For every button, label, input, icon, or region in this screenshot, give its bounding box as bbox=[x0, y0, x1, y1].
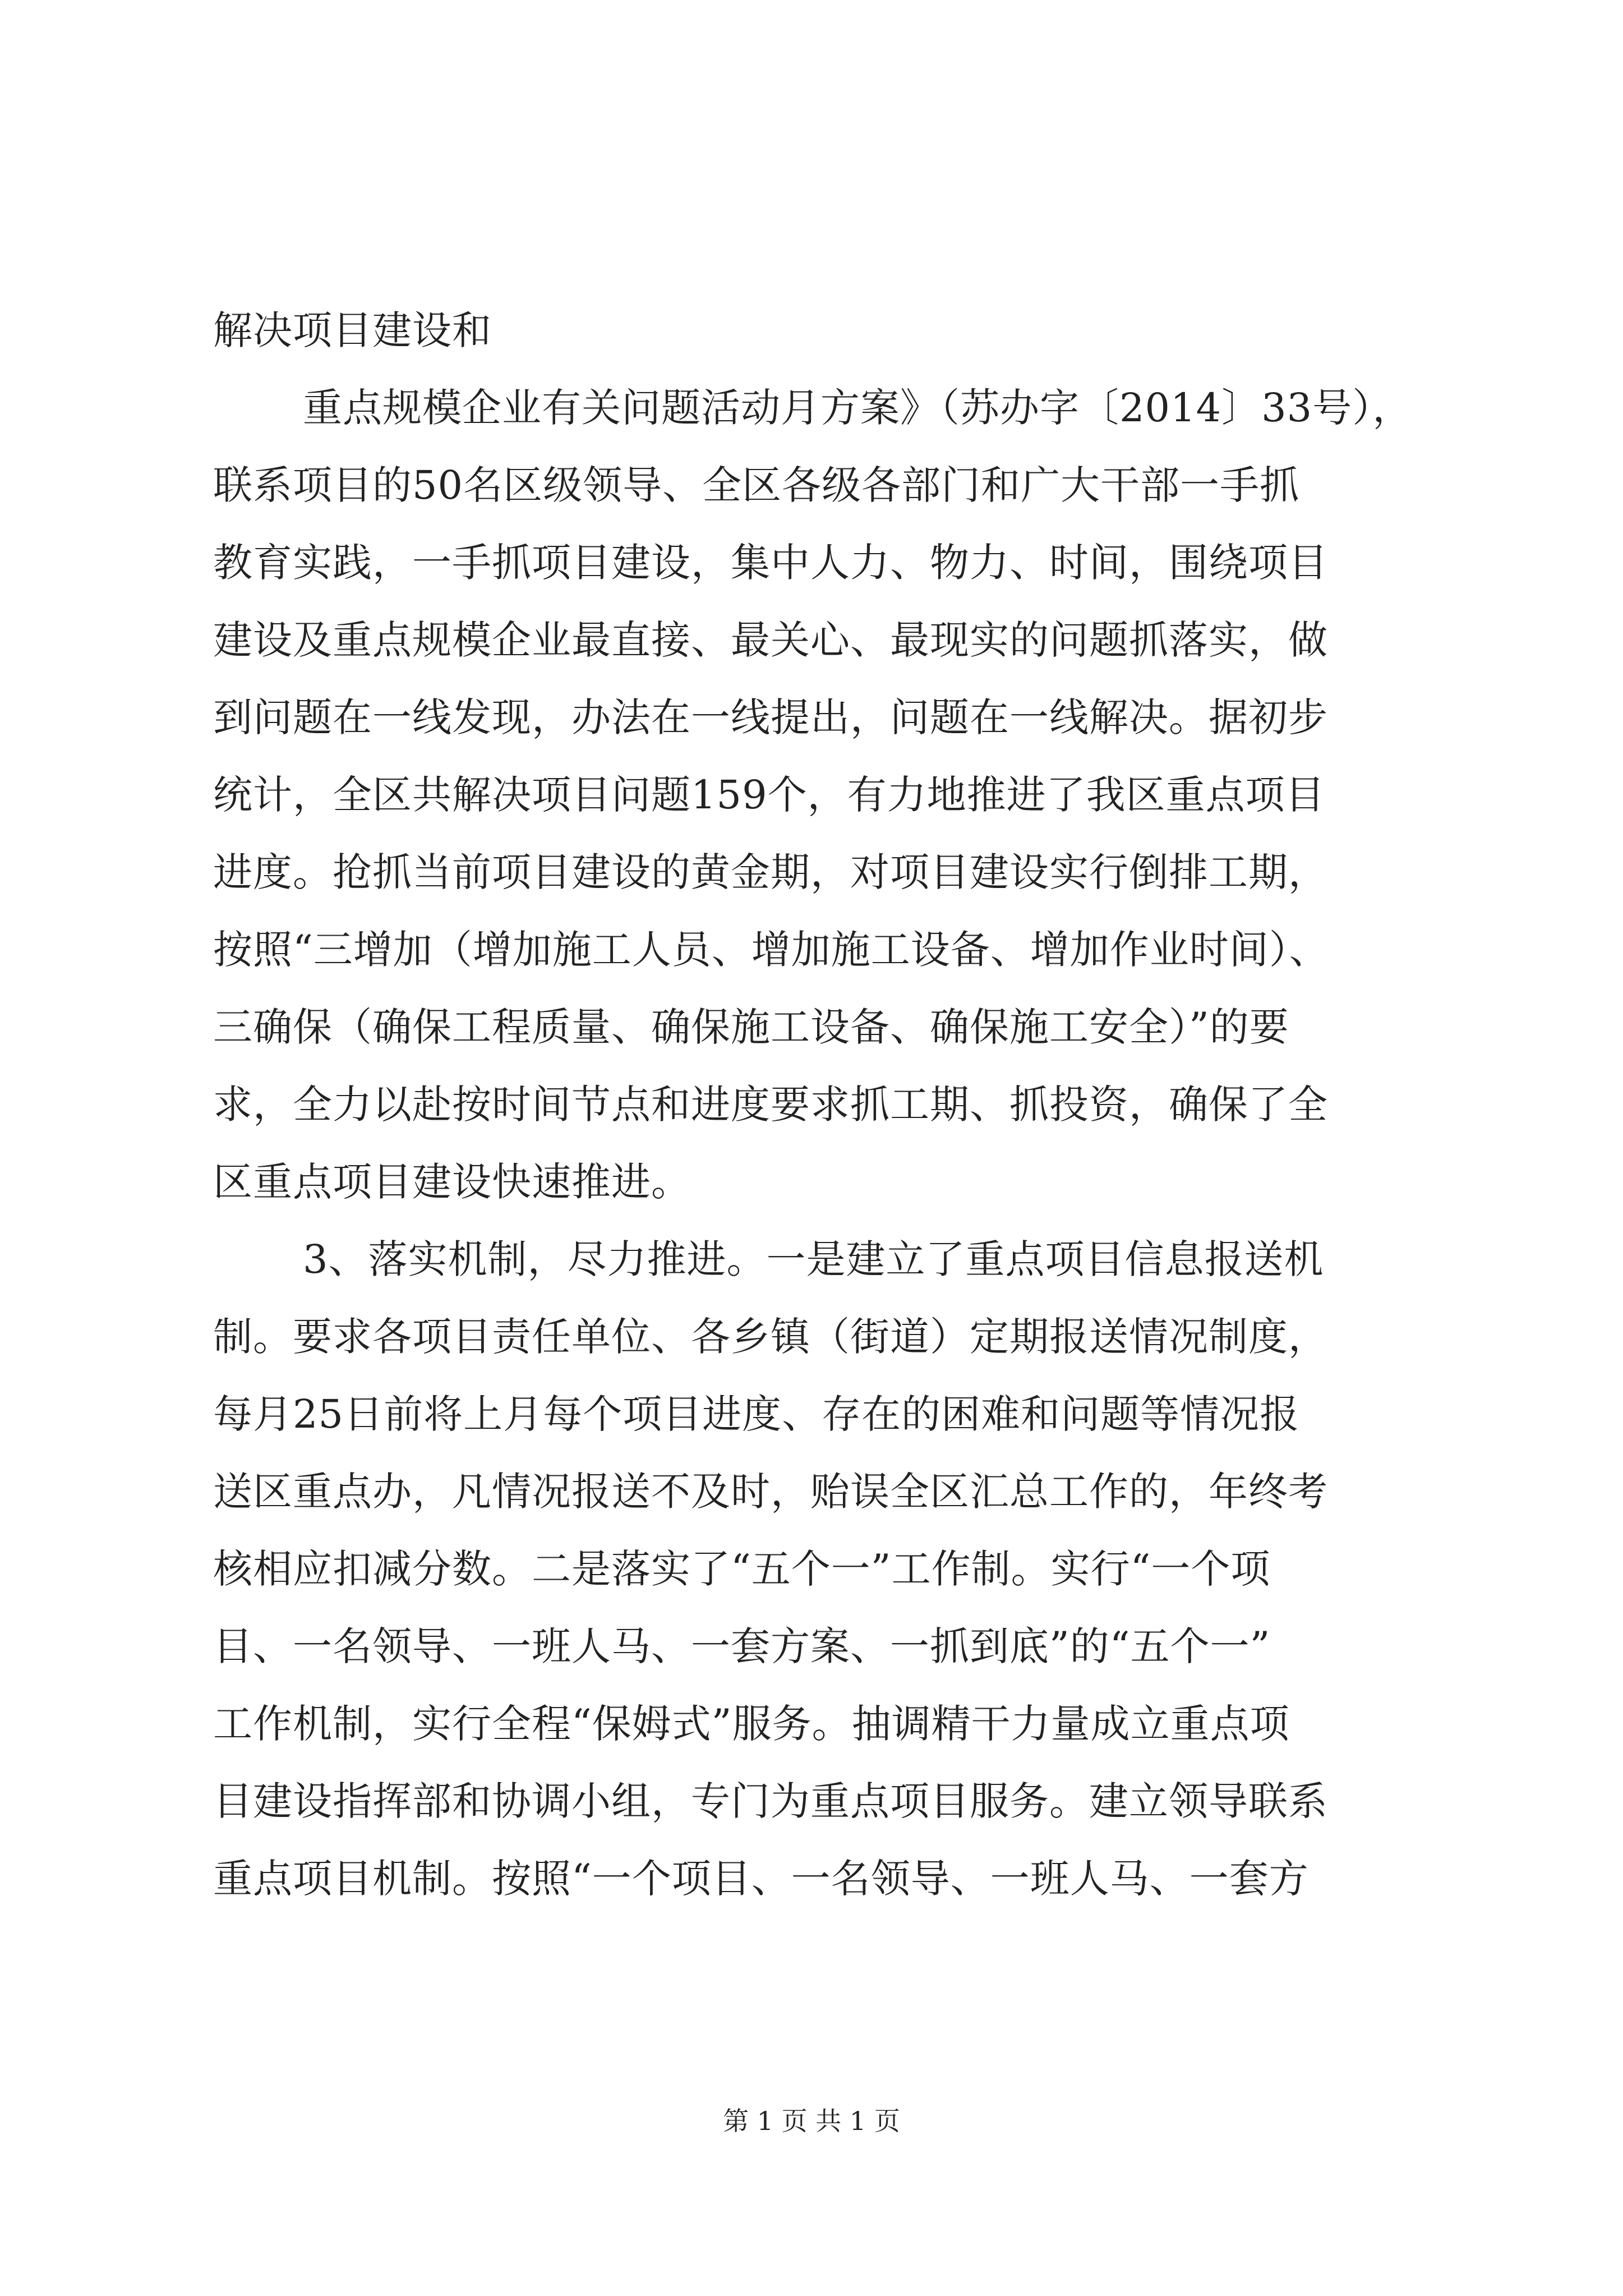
text-line: 重点规模企业有关问题活动月方案》（苏办字〔2014〕33号）， bbox=[303, 385, 1413, 431]
text-line: 按照“三增加（增加施工人员、增加施工设备、增加作业时间）、 bbox=[213, 927, 1329, 973]
text-line: 核相应扣减分数。二是落实了“五个一”工作制。实行“一个项 bbox=[213, 1546, 1271, 1592]
text-line: 制。要求各项目责任单位、各乡镇（街道）定期报送情况制度， bbox=[213, 1314, 1328, 1360]
text-line: 求，全力以赴按时间节点和进度要求抓工期、抓投资，确保了全 bbox=[213, 1082, 1328, 1128]
page-footer: 第 1 页 共 1 页 bbox=[723, 2106, 900, 2136]
text-line: 进度。抢抓当前项目建设的黄金期，对项目建设实行倒排工期， bbox=[213, 849, 1328, 895]
text-line: 目、一名领导、一班人马、一套方案、一抓到底”的“五个一” bbox=[213, 1623, 1271, 1669]
text-line: 到问题在一线发现，办法在一线提出，问题在一线解决。据初步 bbox=[213, 694, 1328, 740]
text-line: 工作机制，实行全程“保姆式”服务。抽调精干力量成立重点项 bbox=[213, 1701, 1290, 1747]
text-line: 区重点项目建设快速推进。 bbox=[213, 1159, 691, 1205]
text-line: 送区重点办，凡情况报送不及时，贻误全区汇总工作的，年终考 bbox=[213, 1469, 1328, 1515]
text-line: 解决项目建设和 bbox=[213, 307, 492, 353]
text-line: 统计，全区共解决项目问题159个，有力地推进了我区重点项目 bbox=[213, 772, 1325, 818]
text-line: 三确保（确保工程质量、确保施工设备、确保施工安全）”的要 bbox=[213, 1004, 1289, 1050]
text-line: 3、落实机制，尽力推进。一是建立了重点项目信息报送机 bbox=[303, 1236, 1324, 1282]
text-line: 建设及重点规模企业最直接、最关心、最现实的问题抓落实，做 bbox=[213, 617, 1328, 663]
text-line: 联系项目的50名区级领导、全区各级各部门和广大干部一手抓 bbox=[213, 462, 1300, 508]
text-line: 目建设指挥部和协调小组，专门为重点项目服务。建立领导联系 bbox=[213, 1778, 1328, 1824]
text-line: 每月25日前将上月每个项目进度、存在的困难和问题等情况报 bbox=[213, 1391, 1300, 1437]
document-body bbox=[213, 292, 1413, 1917]
text-line: 重点项目机制。按照“一个项目、一名领导、一班人马、一套方 bbox=[213, 1856, 1309, 1902]
text-line: 教育实践，一手抓项目建设，集中人力、物力、时间，围绕项目 bbox=[213, 540, 1328, 586]
